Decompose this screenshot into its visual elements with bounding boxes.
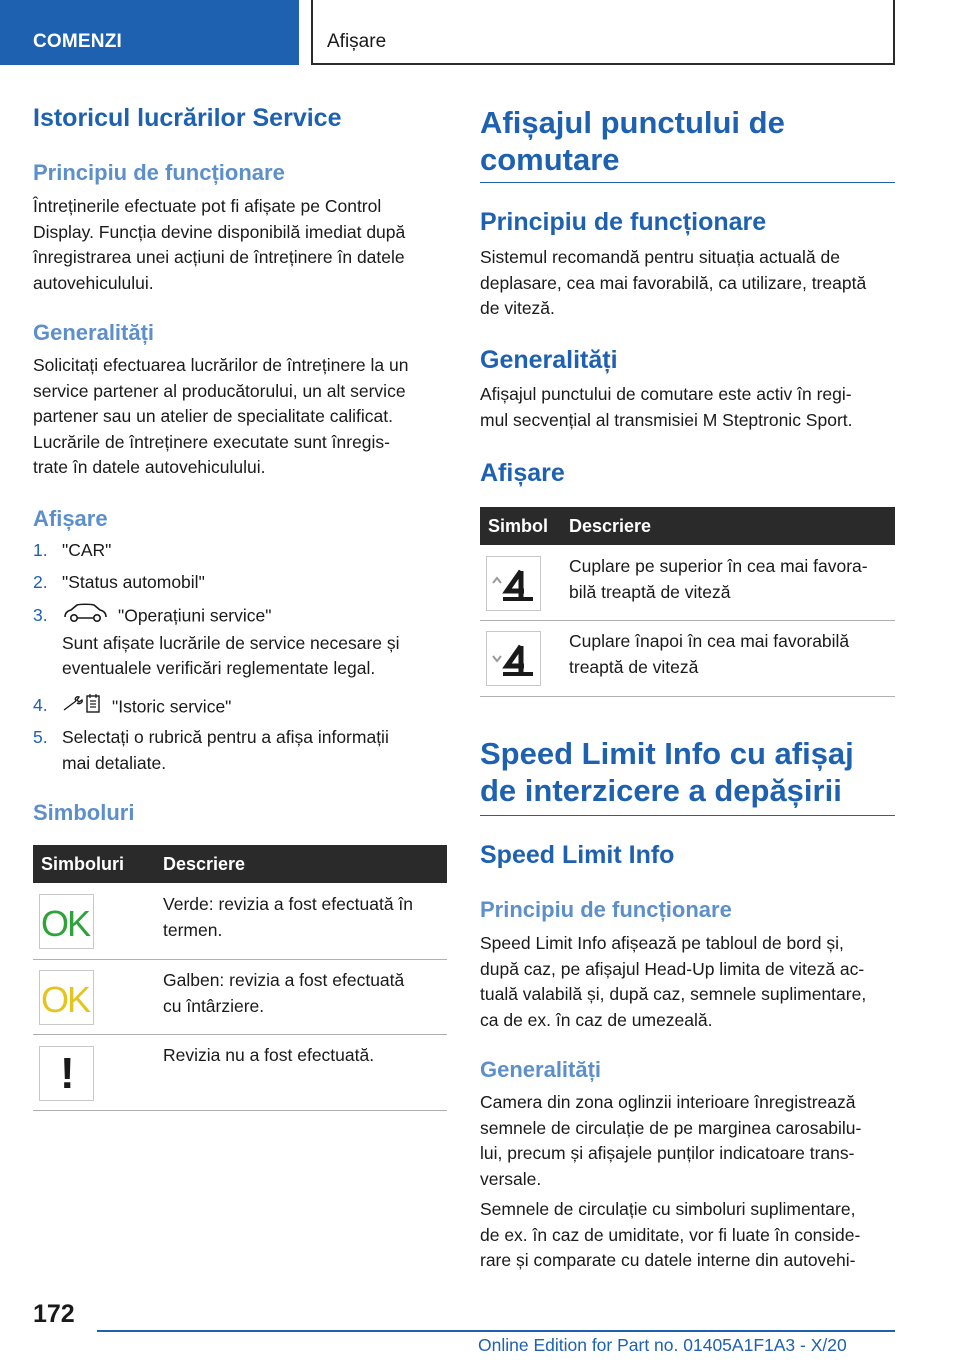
column-header: Descriere xyxy=(163,854,246,874)
chapter-tab xyxy=(311,0,895,65)
table-row xyxy=(480,545,895,621)
section-label: COMENZI xyxy=(33,31,123,52)
step-text: "Status automobil" xyxy=(62,572,205,592)
table-header xyxy=(480,507,895,545)
sli-principle-heading: Principiu de funcționare xyxy=(480,897,732,922)
shift-principle-heading: Principiu de funcționare xyxy=(480,208,767,236)
text-line: partener sau un atelier de specialitate calificat. xyxy=(33,406,393,426)
speed-limit-title xyxy=(480,735,895,816)
text-line: Solicitați efectuarea lucrărilor de întreținere la un xyxy=(33,355,409,375)
row-description: Cuplare pe superior în cea mai favora- bilă treaptă de viteză xyxy=(569,556,868,602)
sli-principle-text: Speed Limit Info afișează pe tabloul de bord și, după caz, pe afișajul Head-Up limita de viteză ac- tuală valabilă și, după caz, semnele suplimentare, ca de ex. în caz de umezeală. xyxy=(480,933,867,1030)
step-text: "CAR" xyxy=(62,540,112,560)
step-body xyxy=(62,603,400,682)
row-description: Verde: revizia a fost efectuată în termen. xyxy=(163,894,414,940)
title-line: Speed Limit Info cu afișaj xyxy=(480,736,854,771)
table-row xyxy=(33,960,447,1035)
sli-heading: Speed Limit Info xyxy=(480,841,675,869)
page-number: 172 xyxy=(33,1300,75,1328)
text-line: service partener al producătorului, un alt service xyxy=(33,380,406,401)
display-heading: Afișare xyxy=(33,506,108,531)
shift-down-icon xyxy=(486,631,541,686)
principle-heading: Principiu de funcționare xyxy=(33,160,285,185)
table-header xyxy=(33,845,447,883)
step-number: 2. xyxy=(33,572,48,592)
shift-general-text: Afișajul punctului de comutare este activ în regi- mul secvențial al transmisiei M Steptronic Sport. xyxy=(480,384,853,430)
text-line: autovehiculului. xyxy=(33,272,154,293)
text-line: Display. Funcția devine disponibilă imediat după xyxy=(33,221,406,242)
row-description: Revizia nu a fost efectuată. xyxy=(163,1045,375,1065)
step-body xyxy=(62,693,231,723)
step-body xyxy=(62,725,389,776)
step-text: Selectați o rubrică pentru a afișa informații xyxy=(62,727,389,747)
shift-display-heading: Afișare xyxy=(480,459,565,487)
step-number: 1. xyxy=(33,540,48,560)
step-text: "Istoric service" xyxy=(112,696,232,717)
service-history-title: Istoricul lucrărilor Service xyxy=(33,104,342,132)
title-line: comutare xyxy=(480,142,620,177)
step-text: "Operațiuni service" xyxy=(118,605,272,626)
edition-text: Online Edition for Part no. 01405A1F1A3 - X/20 xyxy=(478,1335,847,1355)
principle-text xyxy=(33,194,405,296)
text-line: Lucrările de întreținere executate sunt înregis- xyxy=(33,431,390,452)
text-line: Întreținerile efectuate pot fi afișate pe Control xyxy=(33,196,382,216)
shift-principle-text: Sistemul recomandă pentru situația actuală de deplasare, cea mai favorabilă, ca utilizare, treaptă de viteză. xyxy=(480,247,867,318)
sli-general-heading: Generalități xyxy=(480,1057,602,1082)
step-detail: mai detaliate. xyxy=(62,752,167,773)
sli-general-text-2: Semnele de circulație cu simboluri suplimentare, de ex. în caz de umiditate, vor fi luate în conside- rare și comparate cu datele interne din autovehi- xyxy=(480,1199,861,1270)
section-tab xyxy=(0,0,299,65)
footer-divider xyxy=(97,1330,895,1332)
ok-yellow-icon: OK xyxy=(39,970,94,1025)
step-detail: Sunt afișate lucrările de service necesare și xyxy=(62,632,400,653)
symbols-heading: Simboluri xyxy=(33,800,135,825)
shift-general-heading: Generalități xyxy=(480,346,618,374)
shift-point-title xyxy=(480,104,895,183)
title-line: de interzicere a depășirii xyxy=(480,773,842,808)
step-number: 4. xyxy=(33,695,48,715)
general-heading: Generalități xyxy=(33,320,155,345)
ok-green-icon: OK xyxy=(39,894,94,949)
table-row xyxy=(33,883,447,960)
shift-up-icon xyxy=(486,556,541,611)
sli-general-text: Camera din zona oglinzii interioare înregistrează semnele de circulație de pe marginea carosabilu- lui, precum și afișajele punților indicatoare trans- versale. xyxy=(480,1092,862,1189)
text-line: trate în datele autovehiculului. xyxy=(33,457,266,477)
service-history-icon xyxy=(62,693,102,723)
table-row xyxy=(480,621,895,697)
row-description: Galben: revizia a fost efectuată cu întârziere. xyxy=(163,970,405,1016)
title-line: Afișajul punctului de xyxy=(480,105,785,140)
step-detail: eventualele verificări reglementate legal. xyxy=(62,658,376,678)
row-description: Cuplare înapoi în cea mai favorabilă treaptă de viteză xyxy=(569,631,850,677)
car-icon xyxy=(62,603,108,631)
exclamation-icon: ! xyxy=(39,1046,94,1101)
column-header: Descriere xyxy=(569,516,652,536)
column-header: Simbol xyxy=(488,516,549,536)
table-row xyxy=(33,1035,447,1111)
column-header: Simboluri xyxy=(41,854,125,874)
general-text xyxy=(33,353,408,481)
text-line: înregistrarea unei acțiuni de întreținere în datele xyxy=(33,247,405,267)
step-number: 3. xyxy=(33,605,48,625)
step-number: 5. xyxy=(33,727,48,747)
chapter-label: Afișare xyxy=(327,31,387,52)
